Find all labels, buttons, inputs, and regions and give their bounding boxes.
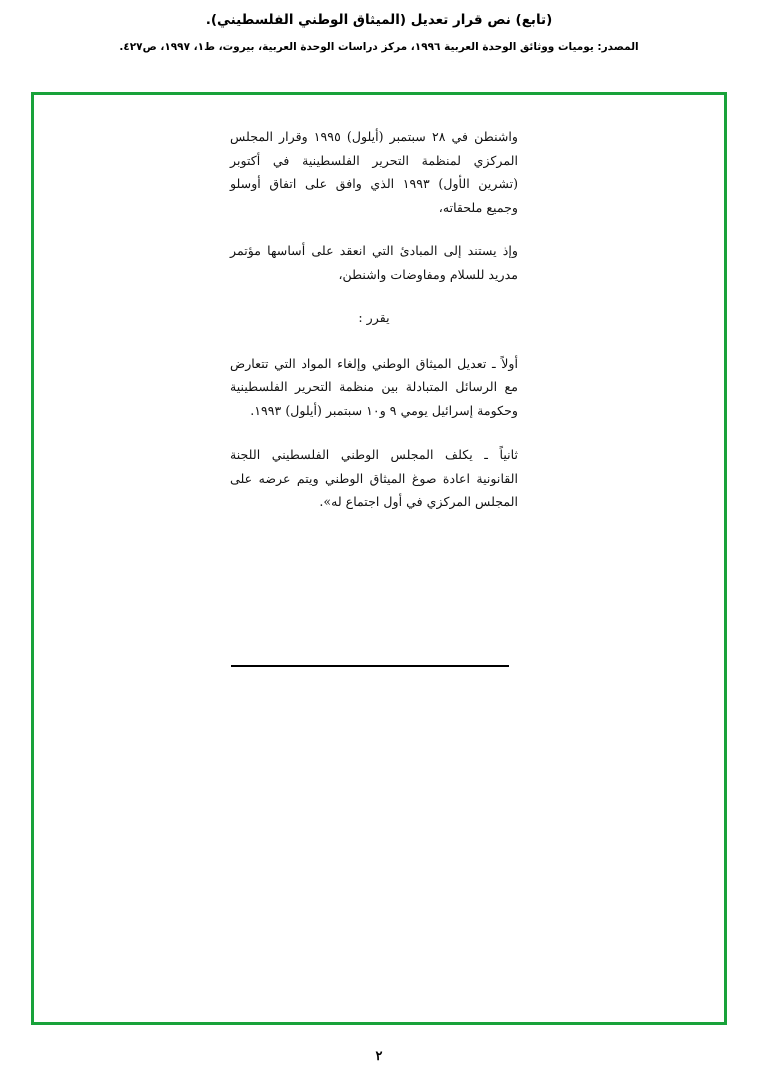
- paragraph-decides: يقرر :: [358, 310, 390, 325]
- green-content-frame: [31, 92, 727, 1025]
- paragraph-clause-one: أولاً ـ تعديل الميثاق الوطني وإلغاء المواد التي تتعارض مع الرسائل المتبادلة بين منظمة التحرير الفلسطينية وحكومة إسرائيل يومي ٩ و١٠ سبتمبر (أيلول) ١٩٩٣.: [230, 355, 518, 418]
- paragraph: وإذ يستند إلى المبادئ التي انعقد على أساسها مؤتمر مدريد للسلام ومفاوضات واشنطن،: [230, 243, 518, 282]
- paragraph-clause-two: ثانياً ـ يكلف المجلس الوطني الفلسطيني اللجنة القانونية اعادة صوغ الميثاق الوطني ويتم عرضه على المجلس المركزي في أول اجتماع له».: [230, 447, 518, 509]
- page-title: (تابع) نص قرار تعديل (الميثاق الوطني الفلسطيني).: [205, 12, 553, 28]
- source-line: المصدر: يوميات ووثائق الوحدة العربية ١٩٩٦، مركز دراسات الوحدة العربية، بيروت، ط١، ١٩٩٧، ص٤٢٧.: [119, 41, 639, 53]
- document-body: [230, 125, 518, 534]
- paragraph: واشنطن في ٢٨ سبتمبر (أيلول) ١٩٩٥ وقرار المجلس المركزي لمنظمة التحرير الفلسطينية في أكتوبر (تشرين الأول) ١٩٩٣ الذي وافق على اتفاق أوسلو وجميع ملحقاته،: [230, 129, 519, 215]
- horizontal-rule: [231, 665, 509, 667]
- page-number: ٢: [375, 1049, 383, 1064]
- page-header: [0, 10, 758, 55]
